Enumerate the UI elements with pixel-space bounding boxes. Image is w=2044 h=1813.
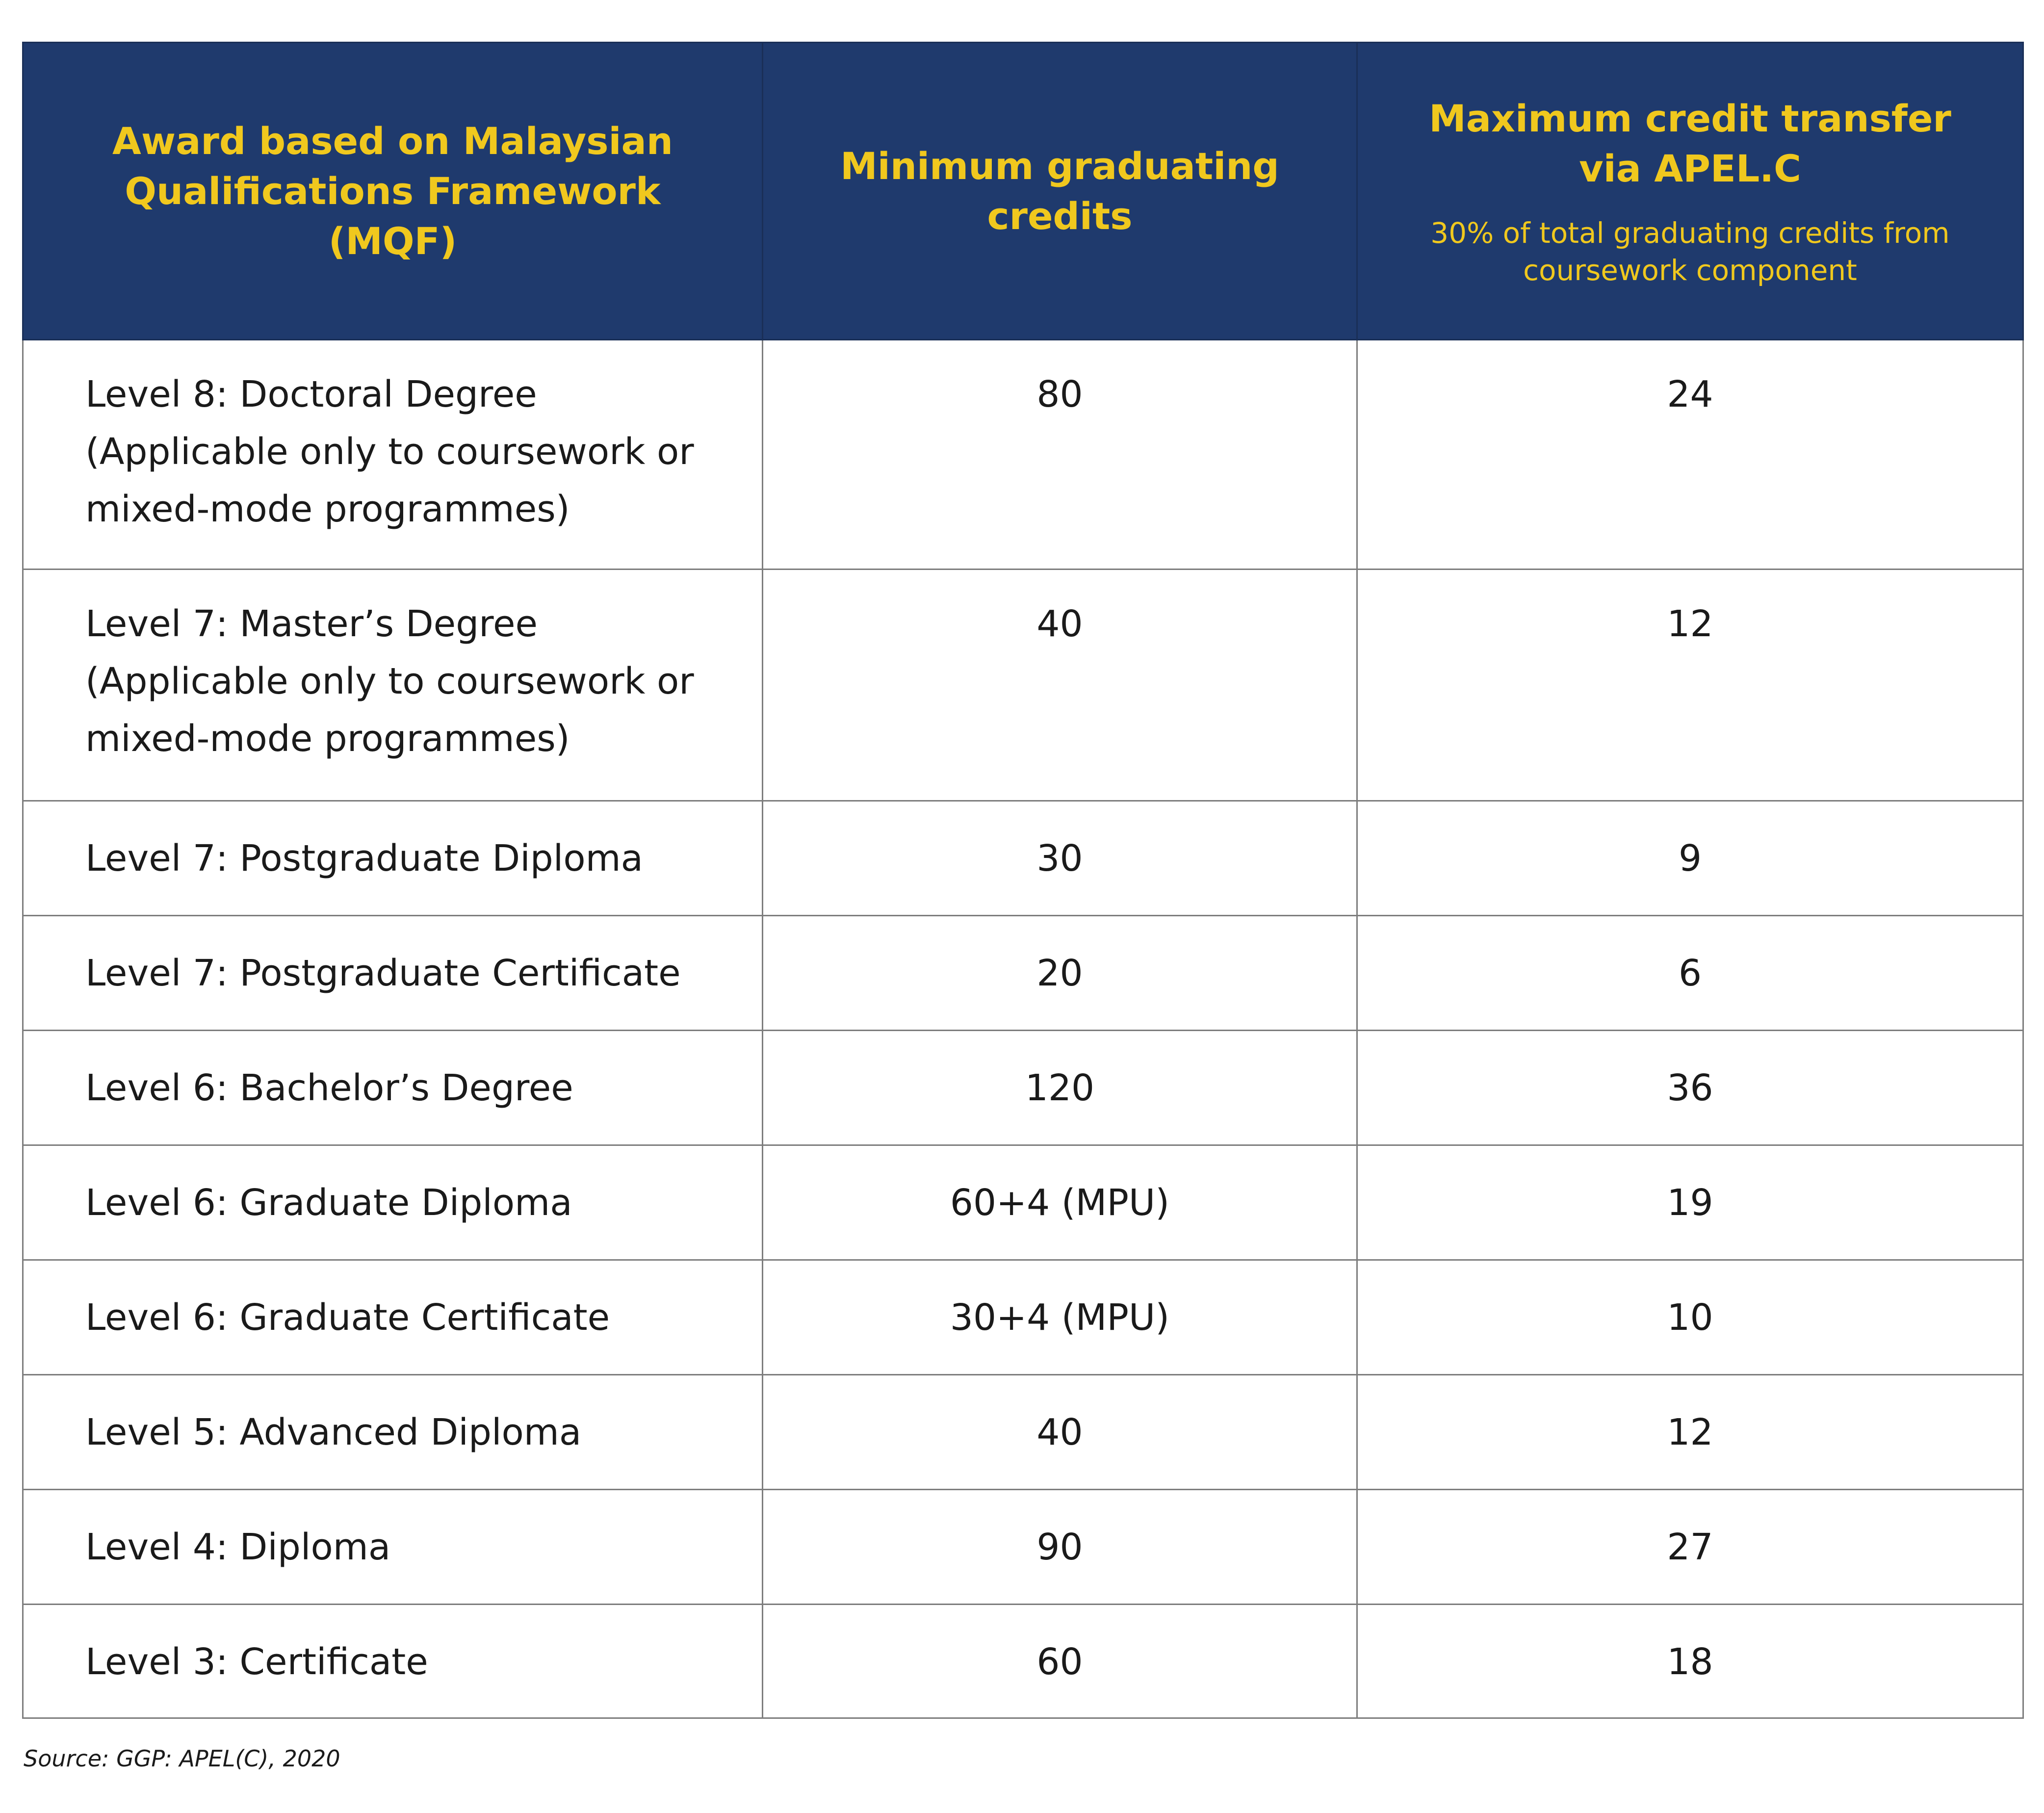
source-caption: Source: GGP: APEL(C), 2020: [24, 1745, 340, 1772]
table-row: [23, 570, 2023, 801]
min-credits-cell: 20: [763, 916, 1357, 1031]
header-award-label: Award based on Malaysian Qualifications Framework (MQF): [112, 119, 673, 263]
max-transfer-cell: 10: [1357, 1260, 2023, 1375]
table-row: [23, 1375, 2023, 1490]
award-cell: Level 3: Certificate: [23, 1605, 763, 1718]
max-transfer-cell: 36: [1357, 1031, 2023, 1145]
header-min-credits-label: Minimum graduating credits: [840, 144, 1279, 238]
award-cell: Level 6: Graduate Diploma: [23, 1145, 763, 1260]
min-credits-cell: 90: [763, 1490, 1357, 1605]
header-max-transfer: [1357, 43, 2023, 340]
table-row: [23, 801, 2023, 916]
table-body: [23, 340, 2023, 1718]
max-transfer-cell: 12: [1357, 1375, 2023, 1490]
award-cell: Level 7: Postgraduate Certificate: [23, 916, 763, 1031]
header-row: [23, 43, 2023, 340]
min-credits-cell: 120: [763, 1031, 1357, 1145]
max-transfer-cell: 9: [1357, 801, 2023, 916]
award-cell: Level 6: Bachelor’s Degree: [23, 1031, 763, 1145]
table-row: [23, 1605, 2023, 1718]
header-min-credits: [763, 43, 1357, 340]
table-row: [23, 1031, 2023, 1145]
award-cell: Level 5: Advanced Diploma: [23, 1375, 763, 1490]
award-cell: [23, 340, 763, 570]
header-max-transfer-note: 30% of total graduating credits from coursework component: [1430, 216, 1950, 287]
credit-transfer-table: [22, 42, 2024, 1719]
award-note: (Applicable only to coursework or mixed-mode programmes): [85, 431, 694, 530]
max-transfer-cell: 27: [1357, 1490, 2023, 1605]
award-title: Level 8: Doctoral Degree: [85, 373, 537, 415]
header-award: [23, 43, 763, 340]
table-row: [23, 1145, 2023, 1260]
min-credits-cell: 60+4 (MPU): [763, 1145, 1357, 1260]
award-cell: [23, 570, 763, 801]
credit-transfer-table-container: [22, 42, 2022, 1719]
min-credits-cell: 30: [763, 801, 1357, 916]
award-cell: Level 7: Postgraduate Diploma: [23, 801, 763, 916]
min-credits-cell: 40: [763, 570, 1357, 801]
max-transfer-cell: 19: [1357, 1145, 2023, 1260]
min-credits-cell: 60: [763, 1605, 1357, 1718]
award-note: (Applicable only to coursework or mixed-mode programmes): [85, 660, 694, 760]
table-row: [23, 1260, 2023, 1375]
table-row: [23, 916, 2023, 1031]
max-transfer-cell: 18: [1357, 1605, 2023, 1718]
award-cell: Level 6: Graduate Certificate: [23, 1260, 763, 1375]
award-cell: Level 4: Diploma: [23, 1490, 763, 1605]
max-transfer-cell: 24: [1357, 340, 2023, 570]
min-credits-cell: 30+4 (MPU): [763, 1260, 1357, 1375]
min-credits-cell: 40: [763, 1375, 1357, 1490]
max-transfer-cell: 6: [1357, 916, 2023, 1031]
table-row: [23, 1490, 2023, 1605]
award-title: Level 7: Master’s Degree: [85, 603, 538, 645]
min-credits-cell: 80: [763, 340, 1357, 570]
header-max-transfer-label: Maximum credit transfer via APEL.C: [1429, 96, 1951, 190]
max-transfer-cell: 12: [1357, 570, 2023, 801]
table-row: [23, 340, 2023, 570]
table-header: [23, 43, 2023, 340]
